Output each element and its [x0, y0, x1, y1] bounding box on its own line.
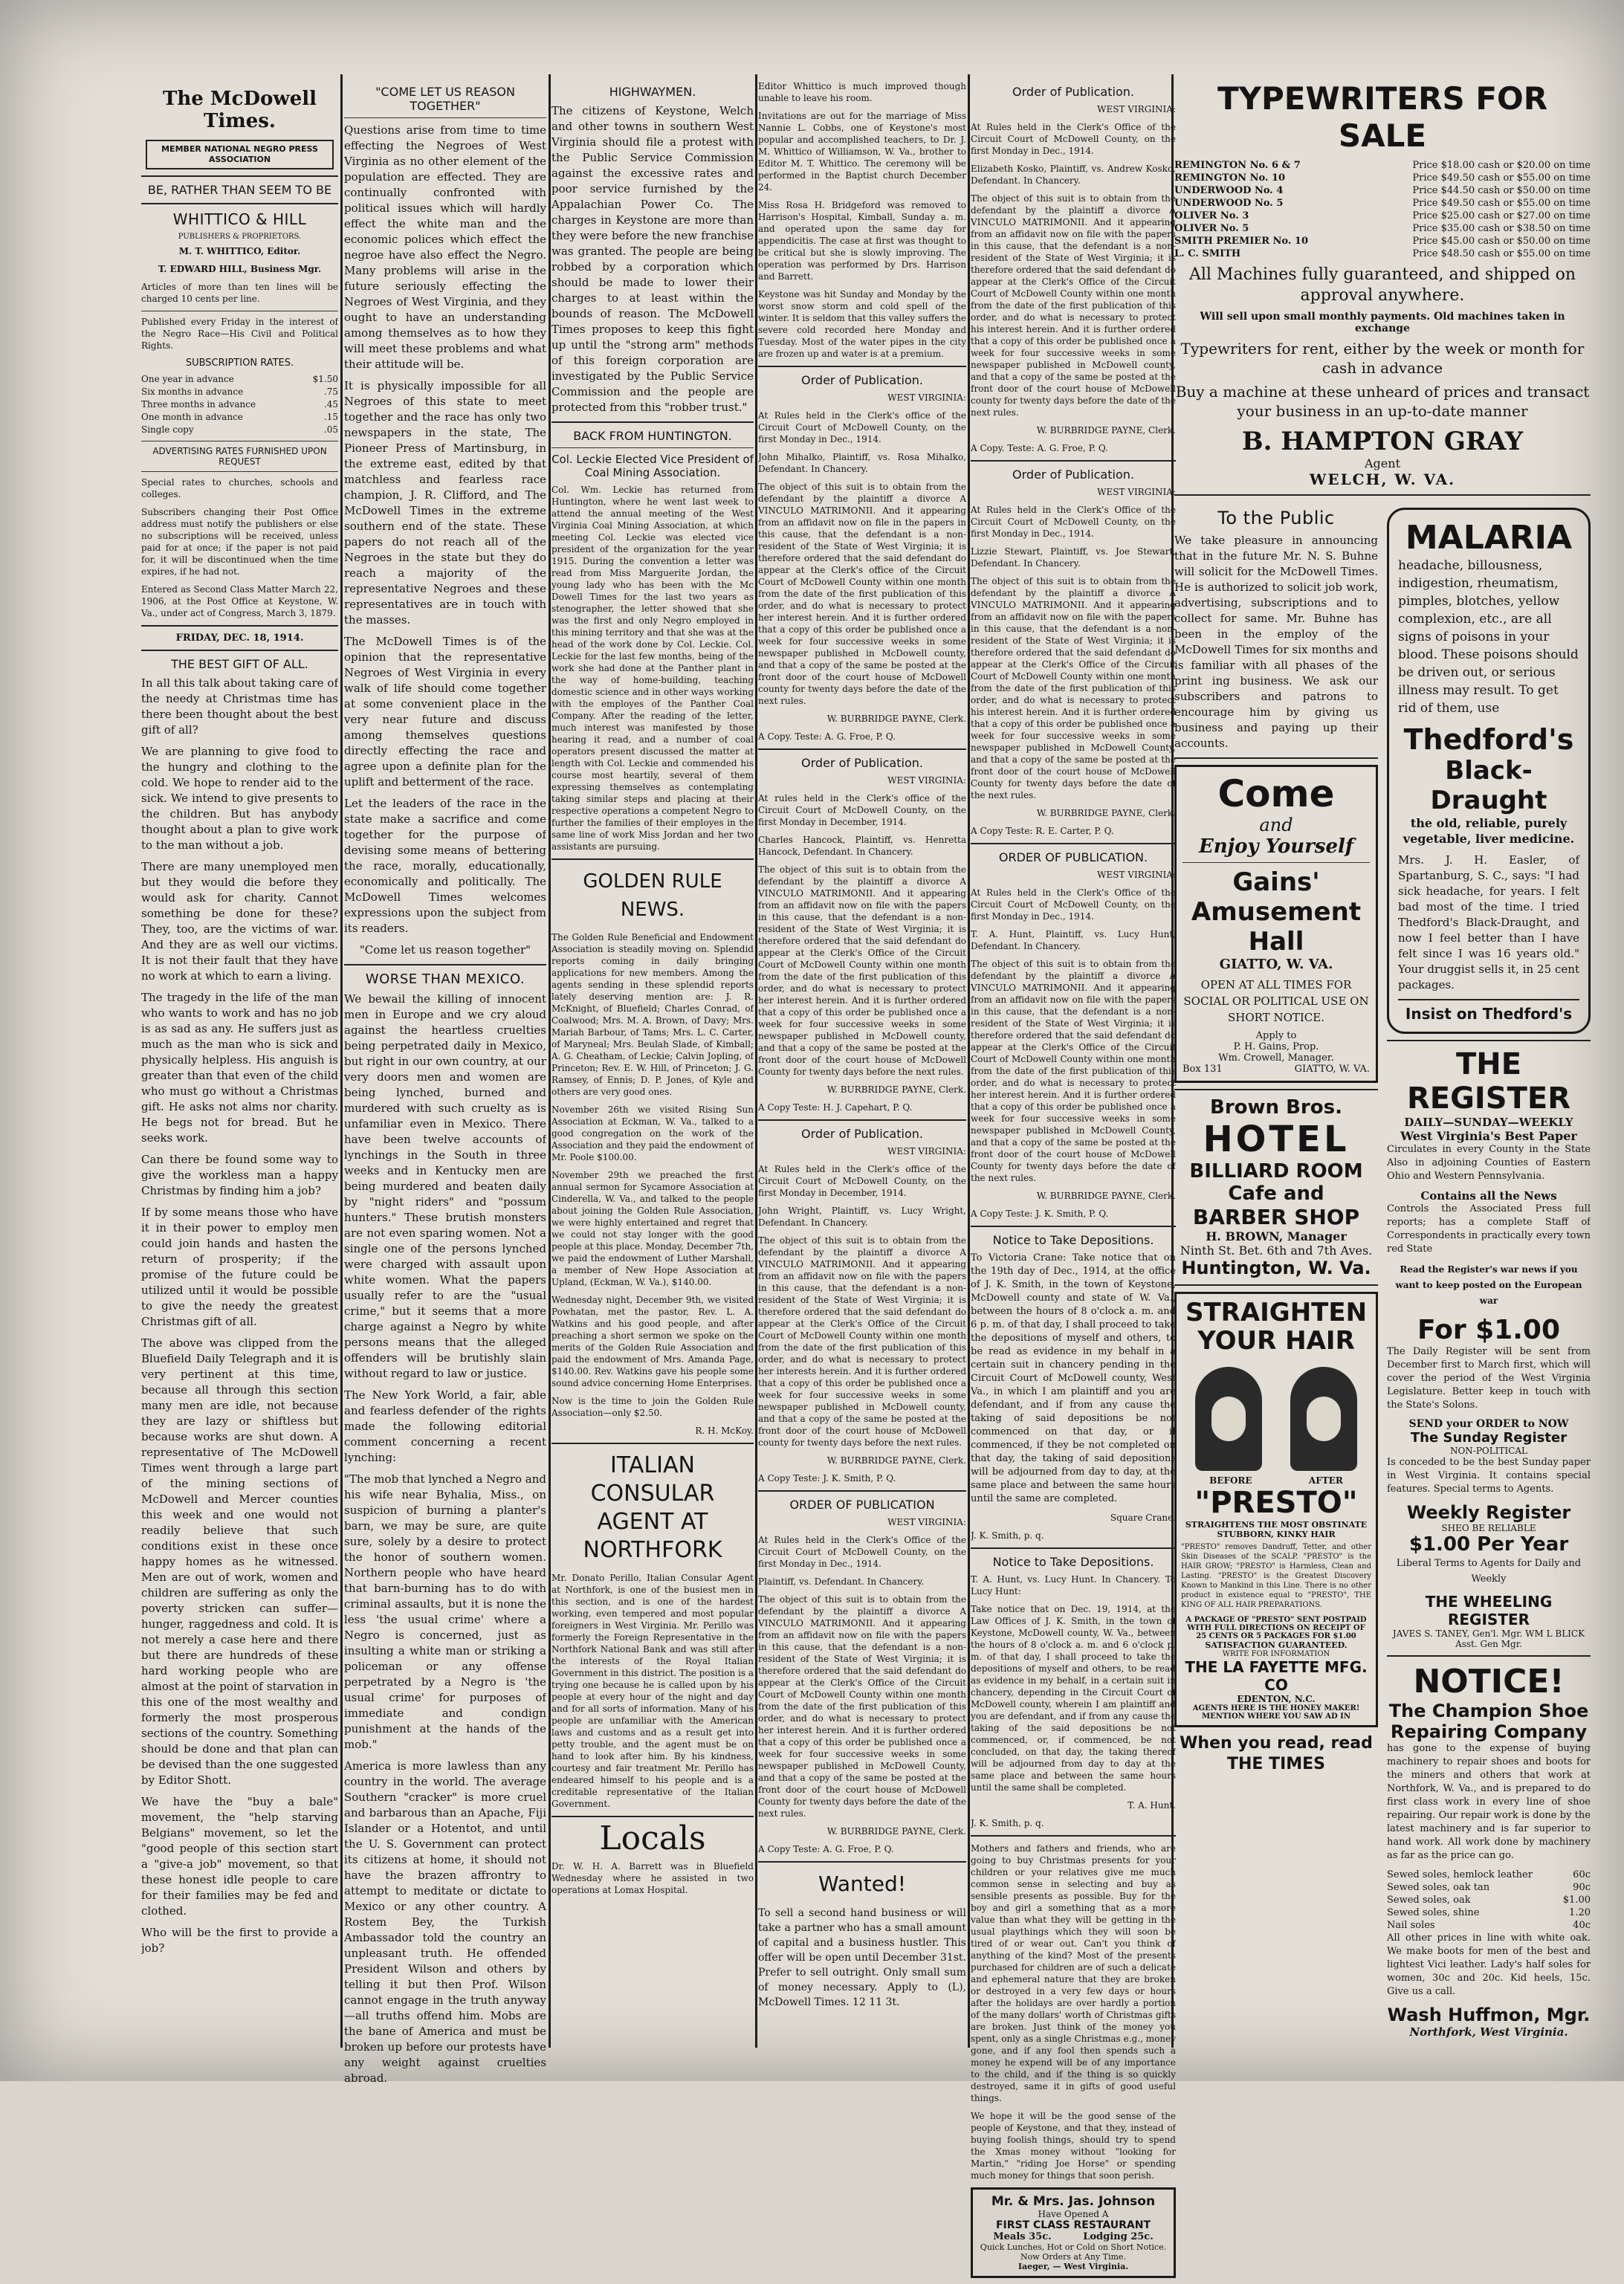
- order-intro: At Rules held in the Clerk's office of the Circuit Court of McDowell County, on the first Monday in Dec., 1914.: [758, 410, 966, 444]
- order-title: Order of Publication.: [801, 756, 923, 770]
- typewriter-price-list: [1174, 159, 1591, 260]
- order-parties: T. A. Hunt, Plaintiff, vs. Lucy Hunt, Defendant. In Chancery.: [971, 929, 1176, 951]
- article-paragraph: We have the "buy a bale" movement, the "help starving Belgians" movement, so let the "good people of this section start a "give-a job" movement, so that these honest idle people to care for their families may be fed and clothed.: [141, 1795, 338, 1918]
- malaria-ad: [1387, 508, 1591, 1034]
- malaria-title: MALARIA: [1405, 519, 1573, 557]
- hotel-title: HOTEL: [1203, 1119, 1350, 1160]
- wanted-body: To sell a second hand business or will take a partner who has a small amount of capital and a business hustler. This offer will be open until December 31st. Prefer to sell outright. Only small sum of money necessary. Apply to (L), McDowell Times. 12 11 3t.: [758, 1907, 966, 2008]
- gains-box: Box 131: [1183, 1064, 1223, 1075]
- notice-body: To Victoria Crane: Take notice that on the 19th day of Dec., 1914, at the office of J. K. Smith, in the town of Keystone, McDowell county and state of W. Va., between the hours of 8 o'clock a. m. and 6 p. m. of that day, I shall proceed to take the depositions of myself and others, to be read as evidence in my behalf in a certain suit in chancery pending in the Circuit Court of McDowell county, West Va., in which I am plaintiff and you are defendant, and if from any cause the taking of said depositions be not commenced on that day, or if commenced, if they be not completed on that day, the taking of said depositions will be adjourned from day to day, at the same place and between the same hours until the same are completed.: [971, 1252, 1176, 1504]
- article-paragraph: "The mob that lynched a Negro and his wife near Byhalia, Miss., on suspicion of burning a planter's barn, we may be sure, are quite sure, solely by a desire to protect the honor of southern women. Northern people who have heard that barn-burning has to do with criminal assaults, but it is none the less 'the usual crime' where a Negro is concerned, just as insulting a white man or striking a policeman or any offense perpetrated by a Negro is 'the usual crime' for purposes of immediate and condign punishment at the hands of the mob.": [344, 1472, 546, 1751]
- advertising-rates: ADVERTISING RATES FURNISHED UPON REQUEST: [152, 446, 327, 467]
- article-paragraph: Now is the time to join the Golden Rule Association—only $2.50.: [551, 1396, 754, 1418]
- order-title: Order of Publication.: [1012, 468, 1134, 482]
- register-title: THE REGISTER: [1406, 1047, 1571, 1116]
- issue-date: FRIDAY, DEC. 18, 1914.: [175, 633, 304, 644]
- gains-enjoy: Enjoy Yourself: [1198, 835, 1354, 858]
- article-paragraph: Wednesday night, December 9th, we visited Powhatan, met the pastor, Rev. L. A. Watkins and his good people, and after preaching a short sermon we spoke on the merits of the Golden Rule Association and paid the endowment of Mrs. Amanda Page, $140.00. Rev. Watkins gave his people some sound advice concerning Home Enterprises.: [551, 1295, 754, 1388]
- order-state: WEST VIRGINIA:: [887, 775, 966, 786]
- article-paragraph: Can there be found some way to give the workless man a happy Christmas by finding him a job?: [141, 1153, 338, 1197]
- hotel-billiard: BILLIARD ROOM: [1189, 1160, 1363, 1183]
- column-4: [758, 80, 966, 2016]
- column-2: [344, 80, 546, 2092]
- register-weekly-price: $1.00 Per Year: [1408, 1533, 1569, 1556]
- price-row: REMINGTON No. 6 & 7 Price $18.00 cash or $20.00 on time: [1174, 160, 1591, 171]
- presto-body: "PRESTO" removes Dandruff, Tetter, and other Skin Diseases of the SCALP. "PRESTO" is the HAIR GROW; "PRESTO" is Harmless, Clean and Lasting. "PRESTO" is the Greatest Discovery Known to Mankind in this Line. There is no other product in existence equal to "PRESTO", THE KING OF ALL HAIR PREPARATIONS.: [1181, 1543, 1371, 1609]
- order-state: WEST VIRGINIA:: [887, 1517, 966, 1527]
- article-paragraph: In all this talk about taking care of the needy at Christmas time has there been thought about the best gift of all?: [141, 676, 338, 737]
- order-copy: A Copy Teste: A. G. Froe, P. Q.: [758, 1844, 894, 1854]
- christmas-note: We hope it will be the good sense of the people of Keystone, and that they, instead of buying foolish things, should try to spend the Xmas money without "looking for Martin," "riding Joe Horse" or spending much money for things that soon perish.: [971, 2111, 1176, 2181]
- order-title: ORDER OF PUBLICATION.: [998, 850, 1148, 864]
- price-row: Sewed soles, oak $1.00: [1387, 1895, 1591, 1906]
- article-paragraph: It is physically impossible for all Negroes of this state to meet together and the race has only two newspapers in the state, The Pioneer Press of Martinsburg, in the extreme east, edited by that matchless and fearless race champion, J. R. Clifford, and The McDowell Times in the extreme southern end of the state. These papers do not reach all of the Negroes in the state but they do reach a majority of the representative Negroes and these representatives are in touch with the masses.: [344, 379, 546, 627]
- register-weekly: Weekly Register: [1406, 1502, 1571, 1523]
- johnson-opened: Have Opened A: [1038, 2209, 1109, 2219]
- gains-come: Come: [1217, 772, 1335, 815]
- price-row: Sewed soles, hemlock leather 60c: [1387, 1869, 1591, 1880]
- gains-hall: Gains' Amusement Hall: [1191, 867, 1362, 957]
- gains-city: GIATTO, W. VA.: [1294, 1064, 1370, 1075]
- article-title: GOLDEN RULE NEWS.: [583, 870, 722, 921]
- article-paragraph: Let the leaders of the race in the state make a sacrifice and come together for the purpose of devising some means of bettering the race, morally, educationally, economically and politically. The McDowell Times welcomes expressions upon the subject from its readers.: [344, 797, 546, 935]
- order-signature: W. BURBRIDGE PAYNE, Clerk.: [826, 714, 966, 724]
- register-press: Controls the Associated Press full reports; has a complete Staff of Correspondents in practically every town red State: [1387, 1203, 1591, 1255]
- register-circ: Circulates in every County in the State Also in adjoining Counties of Eastern Ohio and Western Pennsylvania.: [1387, 1144, 1591, 1182]
- order-signature: W. BURBRIDGE PAYNE, Clerk.: [1036, 1191, 1176, 1201]
- register-sub: DAILY—SUNDAY—WEEKLY: [1404, 1116, 1573, 1129]
- register-price-note: The Daily Register will be sent from December first to March first, which will cover the period of the West Virginia Legislature. Better keep in touch with the State's Solons.: [1387, 1346, 1591, 1411]
- column-rule: [968, 74, 970, 2048]
- order-state: WEST VIRGINIA:: [1097, 104, 1176, 114]
- article-title: WORSE THAN MEXICO.: [365, 971, 525, 987]
- order-state: WEST VIRGINIA:: [887, 1146, 966, 1156]
- register-best: West Virginia's Best Paper: [1400, 1129, 1577, 1143]
- order-parties: Lizzie Stewart, Plaintiff, vs. Joe Stewart, Defendant. In Chancery.: [971, 546, 1176, 569]
- notice-company-2: Repairing Company: [1390, 1721, 1588, 1742]
- before-portrait: [1195, 1367, 1262, 1471]
- order-parties: John Wright, Plaintiff, vs. Lucy Wright, Defendant. In Chancery.: [758, 1206, 966, 1228]
- order-copy: A Copy. Teste: A. G. Froe, P. Q.: [971, 443, 1108, 453]
- motto: BE, RATHER THAN SEEM TO BE: [147, 183, 332, 197]
- rate-row: Single copy .05: [141, 424, 338, 435]
- hotel-barber: BARBER SHOP: [1192, 1205, 1360, 1229]
- article-paragraph: We are planning to give food to the hungry and clothing to the cold. We hope to render aid to the sick. We intend to give presents to the children. But has anybody thought about a plan to give work to the man without a job.: [141, 745, 338, 852]
- shoe-price-list: [1387, 1869, 1591, 1932]
- masthead-title: The McDowell Times.: [162, 88, 317, 132]
- order-title: Order of Publication.: [801, 1127, 923, 1141]
- locals-heading: Locals: [599, 1819, 706, 1857]
- register-sunday-note: Is conceded to be the best Sunday paper in West Virginia. It contains special features. Special terms to Agents.: [1387, 1457, 1591, 1495]
- news-item: Keystone was hit Sunday and Monday by the worst snow storm and cold spell of the winter. It is seldom that this valley suffers the severe cold recorded here Monday and Tuesday. Most of the water pipes in the city are frozen up and water is at a premium.: [758, 289, 966, 359]
- gains-prop: P. H. Gains, Prop.: [1233, 1041, 1319, 1052]
- article-paragraph: If by some means those who have it in their power to employ men could join hands and hasten the return of prosperity; if the promise of the future could be utilized until it would be possible to give the needy the greatest Christmas gift of all.: [141, 1206, 338, 1328]
- hotel-manager: H. BROWN, Manager: [1206, 1229, 1347, 1243]
- article-title: BACK FROM HUNTINGTON.: [573, 429, 732, 443]
- column-1: [141, 80, 338, 1962]
- subscription-heading: SUBSCRIPTION RATES.: [185, 358, 294, 369]
- order-copy: A Copy Teste: J. K. Smith, P. Q.: [758, 1473, 896, 1484]
- news-item: Invitations are out for the marriage of Miss Nannie L. Cobbs, one of Keystone's most popular and accomplished teachers, to Dr. J. M. Whittico of Williamson, W. Va., brother to Editor M. T. Whittico. The ceremony will be performed in the Baptist church December 24.: [758, 111, 966, 193]
- johnson-restaurant: FIRST CLASS RESTAURANT: [995, 2219, 1151, 2231]
- manager-line: T. EDWARD HILL, Business Mgr.: [158, 264, 322, 274]
- presto-package: A PACKAGE OF "PRESTO" SENT POSTPAID WITH FULL DIRECTIONS ON RECEIPT OF 25 CENTS OR 5 PACKAGES FOR $1.00: [1185, 1616, 1367, 1640]
- gains-place: GIATTO, W. VA.: [1219, 957, 1333, 972]
- order-parties: Charles Hancock, Plaintiff, vs. Henretta Hancock, Defendant. In Chancery.: [758, 835, 966, 857]
- article-paragraph: Questions arise from time to time effecting the Negroes of West Virginia as no other element of the population are effected. They are continually confronted with political issues which will hardly effect the white man and the economic polices which effect the negroe have also effect the Negro. Many problems will arise in the future seriously effecting the Negroes of West Virginia, and they ought to have an understanding among themselves as to how they will meet these problems and what their attitude will be.: [344, 123, 546, 371]
- presto-city: EDENTON, N.C.: [1237, 1694, 1316, 1704]
- notice-title: Notice to Take Depositions.: [992, 1233, 1154, 1247]
- meals-price: Meals 35c.: [993, 2231, 1052, 2242]
- johnson-place: Iaeger, — West Virginia.: [1018, 2262, 1129, 2271]
- presto-satisfaction: SATISFACTION GUARANTEED.: [1205, 1640, 1348, 1650]
- order-body: The object of this suit is to obtain from the defendant by the plaintiff a divorce A VINCULO MATRIMONII. And it appearing from an affidavit now on file in the papers in this cause, that the defendant is a non-resident of the State of West Virginia; it is therefore ordered that the said defendant do appear at the Clerk's office of the Circuit Court of McDowell County within one month from the date of the first publication of this order, and do what is necessary to protect her interest herein. And it is further ordered that a copy of this order be published once a week for four successive weeks in some newspaper published in McDowell county, and that a copy of the same be posted at the front door of the court house of McDowell county for twenty days before the date of the next rules.: [758, 482, 966, 706]
- news-item: Miss Rosa H. Bridgeford was removed to Harrison's Hospital, Kimball, Sunday a. m. and operated upon the same day for appendicitis. The case at first was thought to be critical but she is slowly improving. The operation was performed by Drs. Harrison and Barrett.: [758, 200, 966, 282]
- order-body: The object of this suit is to obtain from the defendant by the plaintiff a divorce A VINCULO MATRIMONII. And it appearing from an affidavit now on file with the papers in this cause, that the defendant is a non-resident of the State of West Virginia; it is therefore ordered that the said defendant do appear at the Clerk's Office of the Circuit Court of McDowell County within one month from the date of the first publication of this order, and do what is necessary to protect his interest herein. And it is further ordered that a copy of this order be published once a week for four successive weeks in some newspaper published in McDowell county, and that a copy of the same be posted at the front door of the court house of McDowell county for twenty days before the date of the next rules.: [971, 193, 1176, 418]
- after-label: AFTER: [1308, 1475, 1343, 1486]
- order-body: The object of this suit is to obtain from the defendant by the plaintiff a divorce A VINCULO MATRIMONII. And it appearing from an affidavit now on file with the papers in this cause, that the defendant is a non-resident of the State of West Virginia; it is therefore ordered that the said defendant do appear at the Clerk's Office of the Circuit Court of McDowell County within one month from the date of the first publication of this order, and do what is necessary to protect her interest herein. And it is further ordered that a copy of this order be published once a week for four successive weeks in some newspaper published in McDowell County, and that a copy of the same be posted at the front door of the court house of McDowell County for twenty days before the date of the next rules.: [758, 1594, 966, 1819]
- malaria-brand: Thedford's: [1403, 723, 1574, 756]
- johnson-lunches: Quick Lunches, Hot or Cold on Short Notice.: [980, 2242, 1167, 2252]
- order-body: The object of this suit is to obtain from the defendant by the plaintiff a divorce A VINCULO MATRIMONII. And it appearing from an affidavit now on file with the papers in this cause, that the defendant is a non-resident of the State of West Virginia; it is therefore ordered that the said defendant do appear at the Clerk's Office of the Circuit Court of McDowell County within one month from the date of the first publication of this order, and do what is necessary to protect his interest herein. And it is further ordered that a copy of this order be published once a week for four successive weeks in some newspaper published in McDowell County, and that a copy of the same be posted at the front door of the court house of McDowell County for twenty days before the date of the next rules.: [971, 576, 1176, 800]
- price-row: UNDERWOOD No. 4 Price $44.50 cash or $50.00 on time: [1174, 185, 1591, 196]
- article-title: THE BEST GIFT OF ALL.: [171, 657, 308, 671]
- after-portrait: [1290, 1367, 1357, 1471]
- order-parties: Plaintiff, vs. Defendant. In Chancery.: [758, 1576, 925, 1587]
- article-paragraph: "Come let us reason together": [359, 943, 531, 957]
- order-copy: A Copy Teste: R. E. Carter, P. Q.: [971, 826, 1114, 836]
- agent-name: B. HAMPTON GRAY: [1241, 427, 1524, 456]
- hotel-city: Huntington, W. Va.: [1181, 1258, 1371, 1278]
- register-address: THE WHEELING REGISTER: [1425, 1593, 1553, 1628]
- news-item: Editor Whittico is much improved though unable to leave his room.: [758, 81, 966, 103]
- publisher-firm: WHITTICO & HILL: [172, 210, 307, 228]
- register-news: Contains all the News: [1420, 1189, 1557, 1203]
- article-title: HIGHWAYMEN.: [609, 85, 696, 99]
- hotel-cafe: Cafe and: [1228, 1183, 1324, 1205]
- johnson-orders: Now Orders at Any Time.: [1020, 2252, 1126, 2262]
- price-row: OLIVER No. 5 Price $35.00 cash or $38.50 on time: [1174, 223, 1591, 234]
- before-label: BEFORE: [1209, 1475, 1252, 1486]
- article-paragraph: There are many unemployed men but they would die before they would ask for charity. Cannot something be done for these? They, too, are the victims of war. And they are as well our victims. It is not their fault that they have no work at which to earn a living.: [141, 860, 338, 983]
- malaria-testimonial: Mrs. J. H. Easler, of Spartanburg, S. C., says: "I had sick headache, for years. I felt bad most of the time. I tried Thedford's Black-Draught, and now I feel better than I have felt since I was 16 years old." Your druggist sells it, in 25 cent packages.: [1398, 853, 1579, 991]
- rate-row: Six months in advance .75: [141, 386, 338, 397]
- price-row: Nail soles 40c: [1387, 1920, 1591, 1931]
- editor-line: M. T. WHITTICO, Editor.: [178, 246, 301, 256]
- article-paragraph: America is more lawless than any country in the world. The average Southern "cracker" is more cruel and barbarous than an Apache, Fiji Islander or a Hotentot, and until the U. S. Government can protect its citizens at home, it should not have the brazen affrontry to attempt to meditate or dictate to Mexico or any other country. A Rostem Bey, the Turkish Ambassador told the country an unpleasant truth. He offended President Wilson and others by telling it but then Prof. Wilson cannot engage in the truth anyway—all truths offend him. Mobs are the bane of America and must be broken up before our protests have any weight against cruelties abroad.: [344, 1759, 546, 2085]
- register-nonpol: NON-POLITICAL: [1449, 1446, 1528, 1456]
- article-signature: R. H. McKoy.: [695, 1426, 754, 1436]
- malaria-insist: Insist on Thedford's: [1398, 999, 1579, 1023]
- presto-ad: [1174, 1292, 1378, 1727]
- before-after-illustration: [1181, 1359, 1371, 1471]
- published-note: Published every Friday in the interest of the Negro Race—His Civil and Political Rights.: [141, 317, 338, 351]
- notice-attorney: J. K. Smith, p. q.: [971, 1818, 1044, 1828]
- order-intro: At Rules held in the Clerk's Office of the Circuit Court of McDowell County, on the first Monday in Dec., 1914.: [758, 1535, 966, 1569]
- article-title: ITALIAN CONSULAR AGENT AT NORTHFORK: [583, 1452, 722, 1563]
- ads-row-1: [1174, 502, 1591, 2039]
- order-intro: At Rules held in the Clerk's Office of the Circuit Court of McDowell County, on the first Monday in Dec., 1914.: [971, 887, 1176, 922]
- hotel-ad: [1174, 1096, 1378, 1278]
- price-row: Sewed soles, shine 1.20: [1387, 1907, 1591, 1918]
- price-row: L. C. SMITH Price $48.50 cash or $55.00 on time: [1174, 248, 1591, 259]
- order-state: WEST VIRGINIA:: [1097, 870, 1176, 880]
- hotel-address: Ninth St. Bet. 6th and 7th Aves.: [1180, 1243, 1373, 1258]
- wanted-heading: Wanted!: [818, 1871, 906, 1896]
- order-title: Order of Publication.: [1012, 85, 1134, 99]
- gains-and: and: [1259, 815, 1293, 835]
- left-ads: [1174, 502, 1378, 2039]
- johnson-prices: [977, 2231, 1169, 2242]
- column-3: [551, 80, 754, 1902]
- notice-attorney: J. K. Smith, p. q.: [971, 1530, 1044, 1541]
- order-signature: W. BURBRIDGE PAYNE, Clerk.: [826, 1826, 966, 1837]
- order-copy: A Copy Teste: H. J. Capehart, P. Q.: [758, 1102, 913, 1113]
- order-intro: At Rules held in the Clerk's office of the Circuit Court of McDowell County, on the first Monday in December, 1914.: [758, 1164, 966, 1198]
- gains-open: OPEN AT ALL TIMES FOR SOCIAL OR POLITICAL USE ON SHORT NOTICE.: [1183, 978, 1369, 1024]
- article-paragraph: Who will be the first to provide a job?: [141, 1926, 338, 1955]
- order-parties: John Mihalko, Plaintiff, vs. Rosa Mihalko, Defendant. In Chancery.: [758, 452, 966, 474]
- order-title: Order of Publication.: [801, 373, 923, 387]
- column-5: [971, 80, 1176, 2284]
- rate-row: One month in advance .15: [141, 412, 338, 422]
- johnson-title: Mr. & Mrs. Jas. Johnson: [991, 2194, 1156, 2209]
- presto-write: WRITE FOR INFORMATION: [1222, 1650, 1330, 1658]
- price-row: REMINGTON No. 10 Price $49.50 cash or $55.00 on time: [1174, 172, 1591, 184]
- article-paragraph: November 29th we preached the first annual sermon for Sycamore Association at Cinderella, W. Va., and talked to the people about joining the Golden Rule Association, we were highly entertained and regret that we could not stay longer with the good people at this place. Monday, December 7th, we paid the endowment of Luther Marshall, a member of New Hope Association at Upland, (Eckman, W. Va.), $140.00.: [551, 1170, 754, 1287]
- order-body: The object of this suit is to obtain from the defendant by the plaintiff a divorce A VINCULO MATRIMONII. And it appearing from an affidavit now on file with the papers in this cause, that the defendant is a non-resident of the State of West Virginia; it is therefore ordered that the said defendant do appear at the Clerk's Office of the Circuit Court of McDowell County within one month from the date of the first publication of this order, and do what is necessary to protect her interest herein. And it is further ordered that a copy of this order be published once a week for four successive weeks in some newspaper published in McDowell county, and that a copy of the same be posted at the front door of the court house of McDowell County for twenty days before the next rules.: [758, 864, 966, 1077]
- register-weekly-sub: SHEO BE RELIABLE: [1441, 1523, 1536, 1533]
- order-copy: A Copy Teste: J. K. Smith, P. Q.: [971, 1209, 1109, 1219]
- presto-company: THE LA FAYETTE MFG. CO: [1185, 1658, 1368, 1694]
- notice-extra: All other prices in line with white oak. We make boots for men of the best and lightest Vici leather. Lady's half soles for women, 30c and 20c. Kid heels, 15c. Give us a call.: [1387, 1932, 1591, 1997]
- column-rule: [755, 74, 757, 2048]
- special-rates: Special rates to churches, schools and colleges.: [141, 477, 338, 499]
- notice-title: NOTICE!: [1413, 1663, 1565, 1701]
- public-title: To the Public: [1217, 508, 1335, 528]
- notice-owner: Wash Huffmon, Mgr.: [1387, 2005, 1591, 2025]
- presto-tag: STRAIGHTENS THE MOST OBSTINATE STUBBORN, KINKY HAIR: [1185, 1520, 1368, 1539]
- register-read: Read the Register's war news if you want to keep posted on the European war: [1395, 1264, 1582, 1306]
- rate-row: One year in advance $1.50: [141, 374, 338, 384]
- malaria-vegetable: the old, reliable, purely vegetable, liver medicine.: [1403, 816, 1575, 846]
- right-ads: [1387, 502, 1591, 2039]
- before-after-labels: [1181, 1475, 1371, 1486]
- gains-manager: Wm. Crowell, Manager.: [1218, 1052, 1334, 1064]
- ads-column: [1174, 80, 1591, 2039]
- register-price: For $1.00: [1417, 1315, 1561, 1345]
- notice-company: The Champion Shoe: [1388, 1701, 1589, 1721]
- notice-body: has gone to the expense of buying machinery to repair shoes and boots for the miners and others that work at Northfork, W. Va., and is prepared to do first class work in every line of shoe repairing. Our repair work is done by the latest machinery and is far superior to hand work. All work done by machinery as far as the price can go.: [1387, 1743, 1591, 1861]
- article-paragraph: Col. Wm. Leckie has returned from Huntington, where he went last week to attend the annual meeting of the West Virginia Coal Mining Association, at which meeting Col. Leckie was elected vice president of the organization for the year 1915. During the convention a letter was read from Miss Marguerite Jordan, the young lady who has been with the Mc Dowell Times for the last two years as stenographer, the letter showed that she was the first and only Negro employed in this mining territory and that she was at the head of the work done by Col. Leckie. Col. Leckie for the last few months, being of the work she had done at the Panther plant in the way of home-building, teaching domestic science and in other ways working with the employes of the Panther Coal Company. After the reading of the letter, much interest was manifested by those hearing it read, and a number of coal operators present discussed the matter at length with Col. Leckie and commended his course most heartily, several of them expressing themselves as contemplating taking similar steps and placing at their respective operations a competent Negro to further the families of their employes in the same line of work Miss Jordan and her two assistants are pursuing.: [551, 485, 754, 852]
- gains-ad: [1174, 765, 1378, 1083]
- order-intro: At rules held in the Clerk's office of the Circuit Court of McDowell County, on the first Monday in December, 1914.: [758, 793, 966, 827]
- article-paragraph: November 26th we visited Rising Sun Association at Eckman, W. Va., talked to a good congregation on the work of the Association and they paid the endowment of Mr. Poole $100.00.: [551, 1104, 754, 1162]
- notice-signature: T. A. Hunt.: [1128, 1800, 1176, 1811]
- malaria-body: headache, billousness, indigestion, rheumatism, pimples, blotches, yellow complexion, etc., are all signs of poisons in your blood. These poisons should be driven out, or serious illness may result. To get rid of them, use: [1398, 558, 1579, 716]
- presto-agents: AGENTS HERE IS THE HONEY MAKER! MENTION WHERE YOU SAW AD IN: [1192, 1704, 1360, 1721]
- register-send: SEND your ORDER to NOW: [1408, 1418, 1569, 1430]
- order-title: ORDER OF PUBLICATION: [789, 1498, 935, 1512]
- agent-label: Agent: [1365, 456, 1400, 470]
- lodging-price: Lodging 25c.: [1083, 2231, 1154, 2242]
- gains-box-row: [1183, 1064, 1370, 1075]
- price-row: SMITH PREMIER No. 10 Price $45.00 cash or $50.00 on time: [1174, 236, 1591, 247]
- price-row: UNDERWOOD No. 5 Price $49.50 cash or $55.00 on time: [1174, 198, 1591, 209]
- notice-parties: T. A. Hunt, vs. Lucy Hunt. In Chancery. To Lucy Hunt:: [971, 1574, 1176, 1596]
- hotel-brand: Brown Bros.: [1210, 1096, 1342, 1119]
- rate-row: Three months in advance .45: [141, 399, 338, 410]
- register-terms: Liberal Terms to Agents for Daily and Weekly: [1396, 1558, 1582, 1585]
- publisher-sub: PUBLISHERS & PROPRIETORS.: [178, 233, 302, 241]
- order-parties: Elizabeth Kosko, Plaintiff, vs. Andrew Kosko, Defendant. In Chancery.: [971, 164, 1176, 186]
- order-body: The object of this suit is to obtain from the defendant by the plaintiff a divorce A VINCULO MATRIMONII. And it appearing from an affidavit now on file with the papers in this cause, that the defendant is a non-resident of the State of West Virginia; it is therefore ordered that the said defendant do appear at the Clerk's Office of the Circuit Court of McDowell County within one month from the date of the first publication of this order, and do what is necessary to protect her interest herein. And it is further ordered that a copy of this order be published once a week for four successive weeks in some newspaper published in McDowell County, and that a copy of the same be posted at the front door of the court house of McDowell County for twenty days before the date of the next rules.: [971, 959, 1176, 1183]
- order-copy: A Copy. Teste: A. G. Froe, P. Q.: [758, 731, 896, 742]
- subscribers-note: Subscribers changing their Post Office address must notify the publishers or else no subscriptions will be received, unless paid for at once; if the paper is not paid for, it will be discontinued when the time expires, if he had not.: [141, 507, 338, 577]
- typewriters-guarantee: All Machines fully guaranteed, and shipped on approval anywhere.: [1188, 265, 1576, 305]
- register-people: JAVES S. TANEY, Gen'l. Mgr. WM L BLICK Asst. Gen Mgr.: [1392, 1628, 1585, 1649]
- article-paragraph: Dr. W. H. A. Barrett was in Bluefield Wednesday where he assisted in two operations at Lomax Hospital.: [551, 1861, 754, 1895]
- order-signature: W. BURBRIDGE PAYNE, Clerk.: [1036, 425, 1176, 436]
- article-paragraph: The above was clipped from the Bluefield Daily Telegraph and it is very pertinent at this time, because all through this section many men are idle, not because they are lazy or shiftless but because works are shut down. A representative of The McDowell Times went through a large part of the mining sections of McDowell and Mercer counties this week and one would not readily believe that such conditions exist in these once happy homes as he witnessed. Men are out of work, women and children are suffering as only the poverty stricken can suffer—hunger, raggedness and cold. It is not merely a case here and there but there are hundreds of these hard working people who are almost at the point of starvation in this one of the most wealthy and formerly the most prosperous sections of the country. Something should be done and that plan can be devised than the one suggested by Editor Shott.: [141, 1336, 338, 1787]
- entered-note: Entered as Second Class Matter March 22, 1906, at the Post Office at Keystone, W. Va., under act of Congress, March 3, 1879.: [141, 584, 338, 618]
- order-body: The object of this suit is to obtain from the defendant by the plaintiff a divorce A VINCULO MATRIMONII. And it appearing from an affidavit now on file with the papers in this cause, that the defendant is a non-resident of the State of West Virginia; it is therefore ordered that the said defendant do appear at the Clerk's Office of the Circuit Court of McDowell County within one month from the date of the first publication of this order, and do what is necessary to protect her interests herein. And it is further ordered that a copy of this order be published once a week for four successive weeks in some newspaper published in McDowell county, and that a copy of the same be posted at the front door of the court house of McDowell county for twenty days before the next rules.: [758, 1235, 966, 1448]
- article-title: "COME LET US REASON TOGETHER": [375, 85, 515, 113]
- order-signature: W. BURBRIDGE PAYNE, Clerk.: [826, 1084, 966, 1095]
- agent-place: WELCH, W. VA.: [1309, 470, 1456, 488]
- shoe-notice-ad: [1387, 1663, 1591, 2039]
- register-sunday: The Sunday Register: [1410, 1430, 1568, 1446]
- typewriters-buy: Buy a machine at these unheard of prices and transact your business in an up-to-date manner: [1175, 383, 1590, 420]
- public-body: We take pleasure in announcing that in the future Mr. N. S. Buhne will solicit for the McDowell Times. He is authorized to solicit job work, advertising, subscriptions and to collect for same. Mr. Buhne has been in the employ of the McDowell Times for six months and is familiar with all phases of the print ing business. We ask our subscribers and patrons to encourage him by giving us business and paying up their accounts.: [1174, 534, 1378, 750]
- notice-body: Take notice that on Dec. 19, 1914, at the Law Offices of J. K. Smith, in the town of Keystone, McDowell county, W. Va., between the hours of 8 o'clock a. m. and 6 o'clock p. m. of that day, I shall proceed to take the depositions of myself and others, to be read as evidence in my behalf, in a certain suit in chancery, depending in the Circuit Court of McDowell county, wherein I am plaintiff and you are defendant, and if from any cause the taking of the said depositions be not commenced, or, if commenced, be not concluded, on that day, the taking thereof will be adjourned from day to day at the same place and between the same hours until the same shall be completed.: [971, 1604, 1176, 1793]
- order-intro: At Rules held in the Clerk's Office of the Circuit Court of McDowell County, on the first Monday in Dec., 1914.: [971, 122, 1176, 156]
- read-times: When you read, read THE TIMES: [1180, 1734, 1373, 1773]
- article-paragraph: The citizens of Keystone, Welch and other towns in southern West Virginia should file a protest with the Public Service Commission against the excessive rates and poor service furnished by the Appalachian Power Co. The charges in Keystone are more than they were before the new franchise was granted. The people are being robbed by a corporation which should be made to lower their charges to at least within the bounds of reason. The McDowell Times proposes to keep this fight up until the "strong arm" methods of this foreign corporation are investigated by the Public Service Commission and the people are protected from this "robber trust.": [551, 104, 754, 414]
- article-paragraph: The New York World, a fair, able and fearless defender of the rights made the following editorial comment concerning a recent lynching:: [344, 1388, 546, 1464]
- article-paragraph: The Golden Rule Beneficial and Endowment Association is steadily moving on. Splendid reports coming in daily bringing applications for new members. Among the agents sending in these splendid reports lately deserving mention are: J. R. McKnight, of Bluefield; Charles Conrad, of Coalwood; Mrs. M. A. Brown, of Davy; Mrs. Mariah Barbour, of Tams; Mrs. L. C. Carter, of Maryneal; Mrs. Beulah Slade, of Kimball; A. G. Cheatham, of Leckie; Calvin Jopling, of Princeton; Rev. E. W. Hill, of Princeton; J. G. Ramsey, of Ennis; D. P. Jones, of Kyle and others are very good ones.: [551, 932, 754, 1097]
- typewriters-ad: [1174, 80, 1591, 488]
- notice-signature: Square Crane.: [1110, 1513, 1176, 1523]
- articles-note: Articles of more than ten lines will be charged 10 cents per line.: [141, 282, 338, 304]
- price-row: Sewed soles, oak tan 90c: [1387, 1882, 1591, 1893]
- notice-city: Northfork, West Virginia.: [1409, 2025, 1568, 2039]
- order-state: WEST VIRGINIA:: [1097, 487, 1176, 497]
- rates-table: [141, 373, 338, 436]
- notice-title: Notice to Take Depositions.: [992, 1555, 1154, 1569]
- register-ad: [1387, 1047, 1591, 1649]
- article-paragraph: The tragedy in the life of the man who wants to work and has no job is as sad as any. He suffers just as much as the man who is sick and physically helpless. His anguish is greater than that even of the child who must go without a Christmas gift. He asks not alms nor charity. He begs not for bread. But he seeks work.: [141, 991, 338, 1145]
- article-subtitle: Col. Leckie Elected Vice President of Coal Mining Association.: [551, 453, 754, 479]
- gains-apply: Apply to: [1255, 1030, 1297, 1041]
- typewriters-title: TYPEWRITERS FOR SALE: [1217, 80, 1548, 154]
- order-intro: At Rules held in the Clerk's Office of the Circuit Court of McDowell County, on the first Monday in Dec., 1914.: [971, 505, 1176, 539]
- order-signature: W. BURBRIDGE PAYNE, Clerk.: [1036, 808, 1176, 818]
- order-state: WEST VIRGINIA:: [887, 392, 966, 403]
- order-signature: W. BURBRIDGE PAYNE, Clerk.: [826, 1455, 966, 1466]
- presto-title: STRAIGHTEN YOUR HAIR: [1185, 1298, 1368, 1356]
- article-paragraph: We bewail the killing of innocent men in Europe and we cry aloud against the heartless cruelties being perpetrated daily in Mexico, but right in our own country, at our very doors men and women are being lynched, burned and murdered with such cruelty as is unfamiliar even in Mexico. There have been twelve accounts of lynchings in the South in three weeks and in Kentucky men are being murdered and beaten daily by "night riders" and "possum hunters." These brutish monsters are not even sparing women. Not a single one of the persons lynched were charged with assault upon white women. What the papers usually refer to are the "usual crime," but it seems that a more charge against a Negro by white persons means that the alleged offenders will be brutishly slain without regard to law or justice.: [344, 992, 546, 1380]
- presto-brand: "PRESTO": [1194, 1486, 1358, 1520]
- malaria-brand-2: Black-Draught: [1430, 756, 1547, 815]
- member-box: MEMBER NATIONAL NEGRO PRESS ASSOCIATION: [146, 140, 334, 169]
- johnson-ad: [971, 2187, 1176, 2278]
- article-paragraph: The McDowell Times is of the opinion that the representative Negroes of West Virginia in every walk of life should come together at some convenient place in the very near future and discuss among themselves questions directly effecting the race and agree upon a definite plan for the uplift and betterment of the race.: [344, 635, 546, 789]
- article-paragraph: Mr. Donato Perillo, Italian Consular Agent at Northfork, is one of the busiest men in this section, and is one of the hardest working, even tempered and most popular foreigners in West Virginia. Mr. Perillo was formerly the Foreign Representative in the Northfork National Bank and was still after the interests of the Royal Italian Government in this district. The position is a trying one because he is called upon by his people at every hour of the night and day and for all sorts of information. Many of his people are unfamiliar with the American laws and customs and as a result get into petty trouble, and the agent must be on hand to look after him. By his kindness, courtesy and fair treatment Mr. Perillo has endeared himself to his people and is a creditable representative of the Italian Government.: [551, 1573, 754, 1809]
- price-row: OLIVER No. 3 Price $25.00 cash or $27.00 on time: [1174, 210, 1591, 221]
- column-rule: [549, 74, 551, 2048]
- typewriters-rent: Typewriters for rent, either by the week or month for cash in advance: [1180, 340, 1585, 377]
- typewriters-monthly: Will sell upon small monthly payments. Old machines taken in exchange: [1200, 311, 1565, 334]
- christmas-note: Mothers and fathers and friends, who are going to buy Christmas presents for your children or your relatives give me much common sense in selecting and buy as sensible presents as possible. Buy for the boy and girl a something that as a more value than what they will be getting in the usual playthings which they will soon be tired of or wear out. Can't you think of anything of the kind? Most of the presents purchased for children are of such a delicate and ephemeral nature that they are broken or destroyed in a very few days or hours after the holidays are over hardly a portion of the many dollars' worth of Christmas gifts are broken. Just think of the money you spent, only as a single Christmas e.g., money gone, and if any fool then spends such a money he expend will be of any importance to the child, and if the thing is so quickly destroyed, same it in gifts of good useful things.: [971, 1843, 1176, 2103]
- column-rule: [340, 74, 343, 2048]
